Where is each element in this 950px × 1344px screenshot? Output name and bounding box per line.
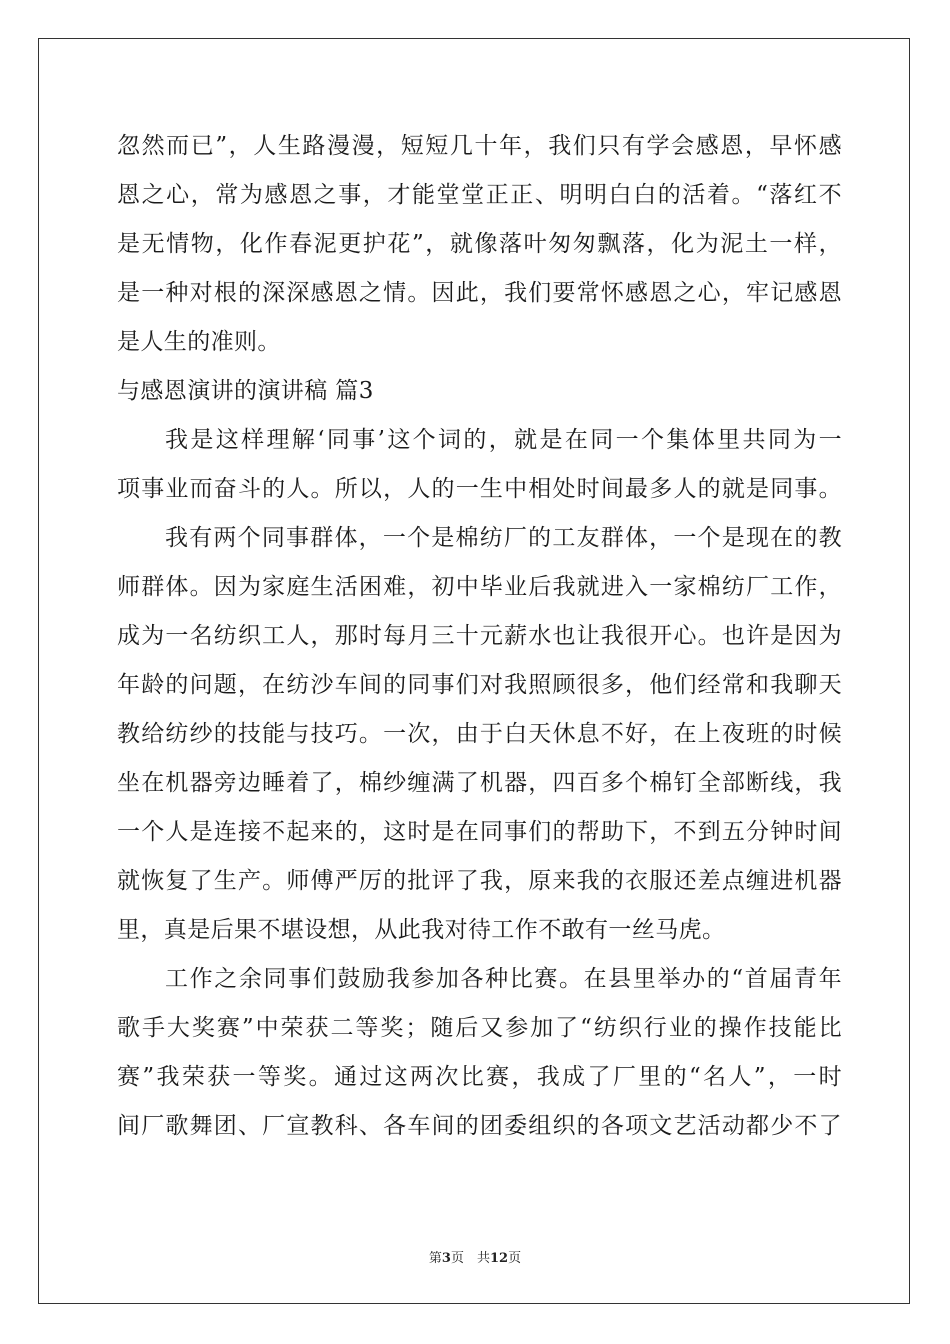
text-line: 就恢复了生产。师傅严厉的批评了我，原来我的衣服还差点缠进机器 (117, 868, 842, 894)
text-line: 成为一名纺织工人，那时每月三十元薪水也让我很开心。也许是因为 (117, 623, 842, 649)
footer-suffix: 页 (508, 1251, 522, 1266)
text-line: 间厂歌舞团、厂宣教科、各车间的团委组织的各项文艺活动都少不了 (117, 1113, 842, 1139)
section-heading: 与感恩演讲的演讲稿 篇3 (117, 378, 374, 404)
text-line: 坐在机器旁边睡着了，棉纱缠满了机器，四百多个棉钉全部断线，我 (117, 770, 842, 796)
text-line: 我有两个同事群体，一个是棉纺厂的工友群体，一个是现在的教 (165, 525, 842, 551)
text-line: 是无情物，化作春泥更护花”，就像落叶匆匆飘落，化为泥土一样， (117, 231, 842, 257)
text-line: 我是这样理解‘同事’这个词的，就是在同一个集体里共同为一 (165, 427, 842, 453)
text-line: 恩之心，常为感恩之事，才能堂堂正正、明明白白的活着。“落红不 (117, 182, 842, 208)
current-page-number: 3 (441, 1251, 451, 1266)
text-line: 是一种对根的深深感恩之情。因此，我们要常怀感恩之心，牢记感恩 (117, 280, 842, 306)
text-line: 是人生的准则。 (117, 329, 281, 355)
text-line: 赛”我荣获一等奖。通过这两次比赛，我成了厂里的“名人”，一时 (117, 1064, 842, 1090)
text-line: 一个人是连接不起来的，这时是在同事们的帮助下，不到五分钟时间 (117, 819, 842, 845)
footer-prefix: 第 (428, 1251, 442, 1266)
document-body (117, 122, 842, 1151)
total-page-number: 12 (489, 1251, 509, 1266)
text-line: 歌手大奖赛”中荣获二等奖；随后又参加了“纺织行业的操作技能比 (117, 1015, 842, 1041)
text-line: 项事业而奋斗的人。所以，人的一生中相处时间最多人的就是同事。 (117, 476, 842, 502)
text-line: 教给纺纱的技能与技巧。一次，由于白天休息不好，在上夜班的时候 (117, 721, 842, 747)
text-line: 工作之余同事们鼓励我参加各种比赛。在县里举办的“首届青年 (165, 966, 842, 992)
text-line: 年龄的问题，在纺沙车间的同事们对我照顾很多，他们经常和我聊天 (117, 672, 842, 698)
footer-mid: 页 共 (450, 1251, 490, 1266)
page-footer (0, 1247, 950, 1266)
text-line: 师群体。因为家庭生活困难，初中毕业后我就进入一家棉纺厂工作， (117, 574, 842, 600)
text-line: 忽然而已”，人生路漫漫，短短几十年，我们只有学会感恩，早怀感 (117, 133, 842, 159)
text-line: 里，真是后果不堪设想，从此我对待工作不敢有一丝马虎。 (117, 917, 726, 943)
